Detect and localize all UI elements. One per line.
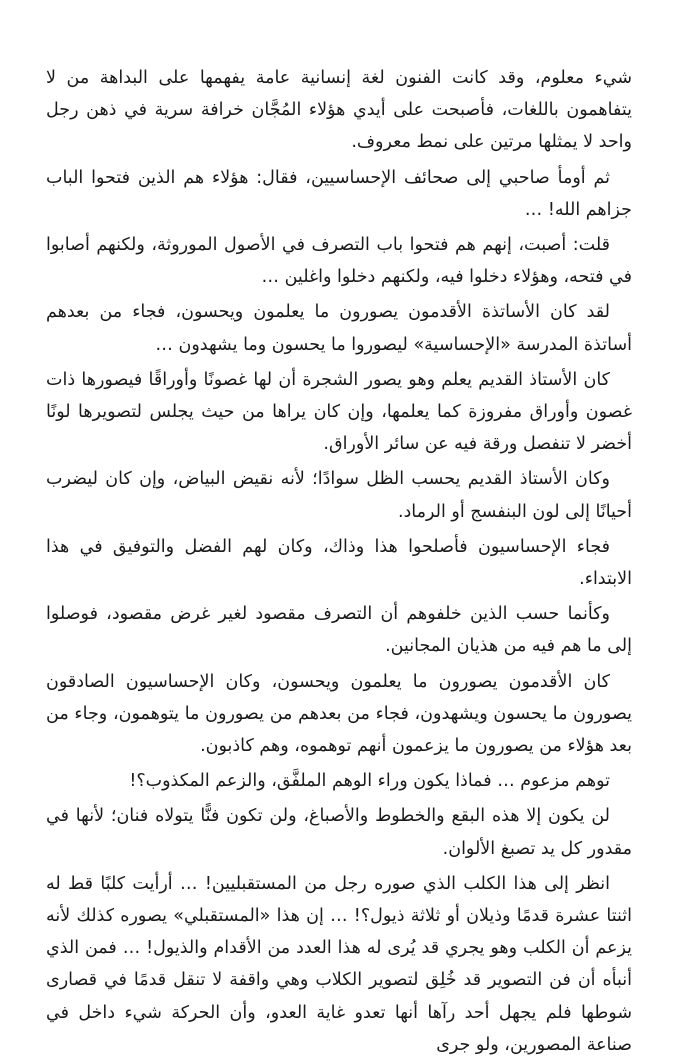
paragraph: قلت: أصبت، إنهم هم فتحوا باب التصرف في الأصول الموروثة، ولكنهم أصابوا في فتحه، وهؤلاء دخلوا فيه، ولكنهم دخلوا واغلين …	[46, 235, 632, 288]
paragraph: كان الأستاذ القديم يعلم وهو يصور الشجرة أن لها غصونًا وأوراقًا فيصورها ذات غصون وأوراق مفروزة كما يعلمها، وإن كان يراها من حيث يجلس لتصويرها لونًا أخضر لا تنفصل ورقة فيه عن سائر الأوراق.	[46, 369, 632, 455]
paragraph: ثم أومأ صاحبي إلى صحائف الإحساسيين، فقال: هؤلاء هم الذين فتحوا الباب جزاهم الله! …	[46, 167, 632, 220]
paragraph: لن يكون إلا هذه البقع والخطوط والأصباغ، ولن تكون فنًّا يتولاه فنان؛ لأنها في مقدور كل يد تصبغ الألوان.	[46, 806, 632, 859]
paragraph-continuation: شيء معلوم، وقد كانت الفنون لغة إنسانية عامة يفهمها على البداهة من لا يتفاهمون باللغات، فأصبحت على أيدي هؤلاء المُجَّان خرافة سرية في ذهن رجل واحد لا يمثلها مرتين على نمط معروف.	[46, 68, 632, 153]
paragraph: انظر إلى هذا الكلب الذي صوره رجل من المستقبليين! … أرأيت كلبًا قط له اثنتا عشرة قدمًا وذيلان أو ثلاثة ذيول؟! … إن هذا «المستقبلي» يصوره كذلك لأنه يزعم أن الكلب وهو يجري قد يُرى له هذا العدد من الأقدام والذيول! … فمن الذي أنبأه أن فن التصوير قد خُلِق لتصوير الكلاب وهي واقفة لا تنقل قدمًا في قصارى شوطها فلم يجهل أحد رآها أنها تعدو غاية العدو، وأن الحركة شيء داخل في صناعة المصورين، ولو جرى	[46, 873, 632, 1055]
paragraph: لقد كان الأساتذة الأقدمون يصورون ما يعلمون ويحسون، فجاء من بعدهم أساتذة المدرسة «الإحساسية» ليصوروا ما يحسون وما يشهدون …	[46, 302, 632, 355]
paragraph: وكأنما حسب الذين خلفوهم أن التصرف مقصود لغير غرض مقصود، فوصلوا إلى ما هم فيه من هذيان المجانين.	[46, 604, 632, 657]
paragraph: كان الأقدمون يصورون ما يعلمون ويحسون، وكان الإحساسيون الصادقون يصورون ما يحسون ويشهدون، فجاء من بعدهم من يصورون ما يتوهمون، وجاء من بعد هؤلاء من يصورون ما يزعمون أنهم توهموه، وهم كاذبون.	[46, 671, 632, 757]
paragraph: توهم مزعوم … فماذا يكون وراء الوهم الملفَّق، والزعم المكذوب؟!	[129, 771, 610, 792]
paragraph: فجاء الإحساسيون فأصلحوا هذا وذاك، وكان لهم الفضل والتوفيق في هذا الابتداء.	[46, 536, 632, 590]
paragraph: وكان الأستاذ القديم يحسب الظل سوادًا؛ لأنه نقيض البياض، وإن كان ليضرب أحيانًا إلى لون البنفسج أو الرماد.	[46, 469, 632, 522]
document-page	[46, 62, 632, 1064]
